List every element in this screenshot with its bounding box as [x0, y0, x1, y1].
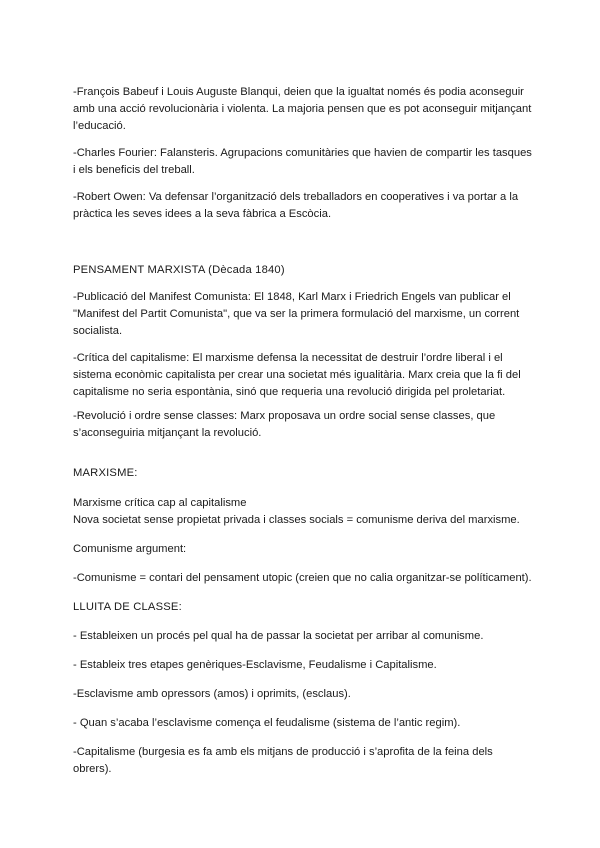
line-comunisme-contrari: -Comunisme = contari del pensament utopic (creien que no calia organitzar-se políticament). [73, 572, 532, 584]
section-heading-pensament-marxista: PENSAMENT MARXISTA (Dècada 1840) [73, 264, 285, 276]
line-esclavisme: -Esclavisme amb opressors (amos) i oprimits, (esclaus). [73, 688, 351, 700]
line-tres-etapes: - Estableix tres etapes genèriques-Esclavisme, Feudalisme i Capitalisme. [73, 659, 437, 671]
section-heading-marxisme: MARXISME: [73, 467, 138, 479]
line-capitalisme: -Capitalisme (burgesia es fa amb els mitjans de producció i s’aprofita de la feina dels obrers). [73, 746, 493, 775]
section-heading-lluita-de-classe: LLUITA DE CLASSE: [73, 601, 182, 613]
line-feudalisme: - Quan s’acaba l’esclavisme comença el feudalisme (sistema de l’antic regim). [73, 717, 461, 729]
line-marxisme-critica: Marxisme crítica cap al capitalisme [73, 497, 247, 509]
line-estableixen-proces: - Estableixen un procés pel qual ha de passar la societat per arribar al comunisme. [73, 630, 484, 642]
line-nova-societat: Nova societat sense propietat privada i classes socials = comunisme deriva del marxisme. [73, 514, 520, 526]
paragraph-fourier: -Charles Fourier: Falansteris. Agrupacions comunitàries que havien de compartir les tasques i els beneficis del treball. [73, 147, 532, 176]
paragraph-revolucio-ordre: -Revolució i ordre sense classes: Marx proposava un ordre social sense classes, que s’aconseguiria mitjançant la revolució. [73, 410, 496, 439]
paragraph-manifest-comunista: -Publicació del Manifest Comunista: El 1848, Karl Marx i Friedrich Engels van publicar el "Manifest del Partit Comunista", que va ser la primera formulació del marxisme, un corrent socialista. [73, 291, 520, 337]
line-comunisme-argument: Comunisme argument: [73, 543, 187, 555]
paragraph-owen: -Robert Owen: Va defensar l’organització dels treballadors en cooperatives i va portar a la pràctica les seves idees a la seva fàbrica a Escòcia. [73, 191, 519, 220]
paragraph-babeuf-blanqui: -François Babeuf i Louis Auguste Blanqui, deien que la igualtat només és podia aconseguir amb una acció revolucionària i violenta. La majoria pensen que es pot aconseguir mitjançant l’educació. [73, 86, 532, 132]
paragraph-critica-capitalisme: -Crítica del capitalisme: El marxisme defensa la necessitat de destruir l’ordre liberal i el sistema econòmic capitalista per crear una societat més igualitària. Marx creia que la fi del capitalisme no seria espontània, sinó que requeria una revolució dirigida pel proletariat. [73, 352, 521, 398]
